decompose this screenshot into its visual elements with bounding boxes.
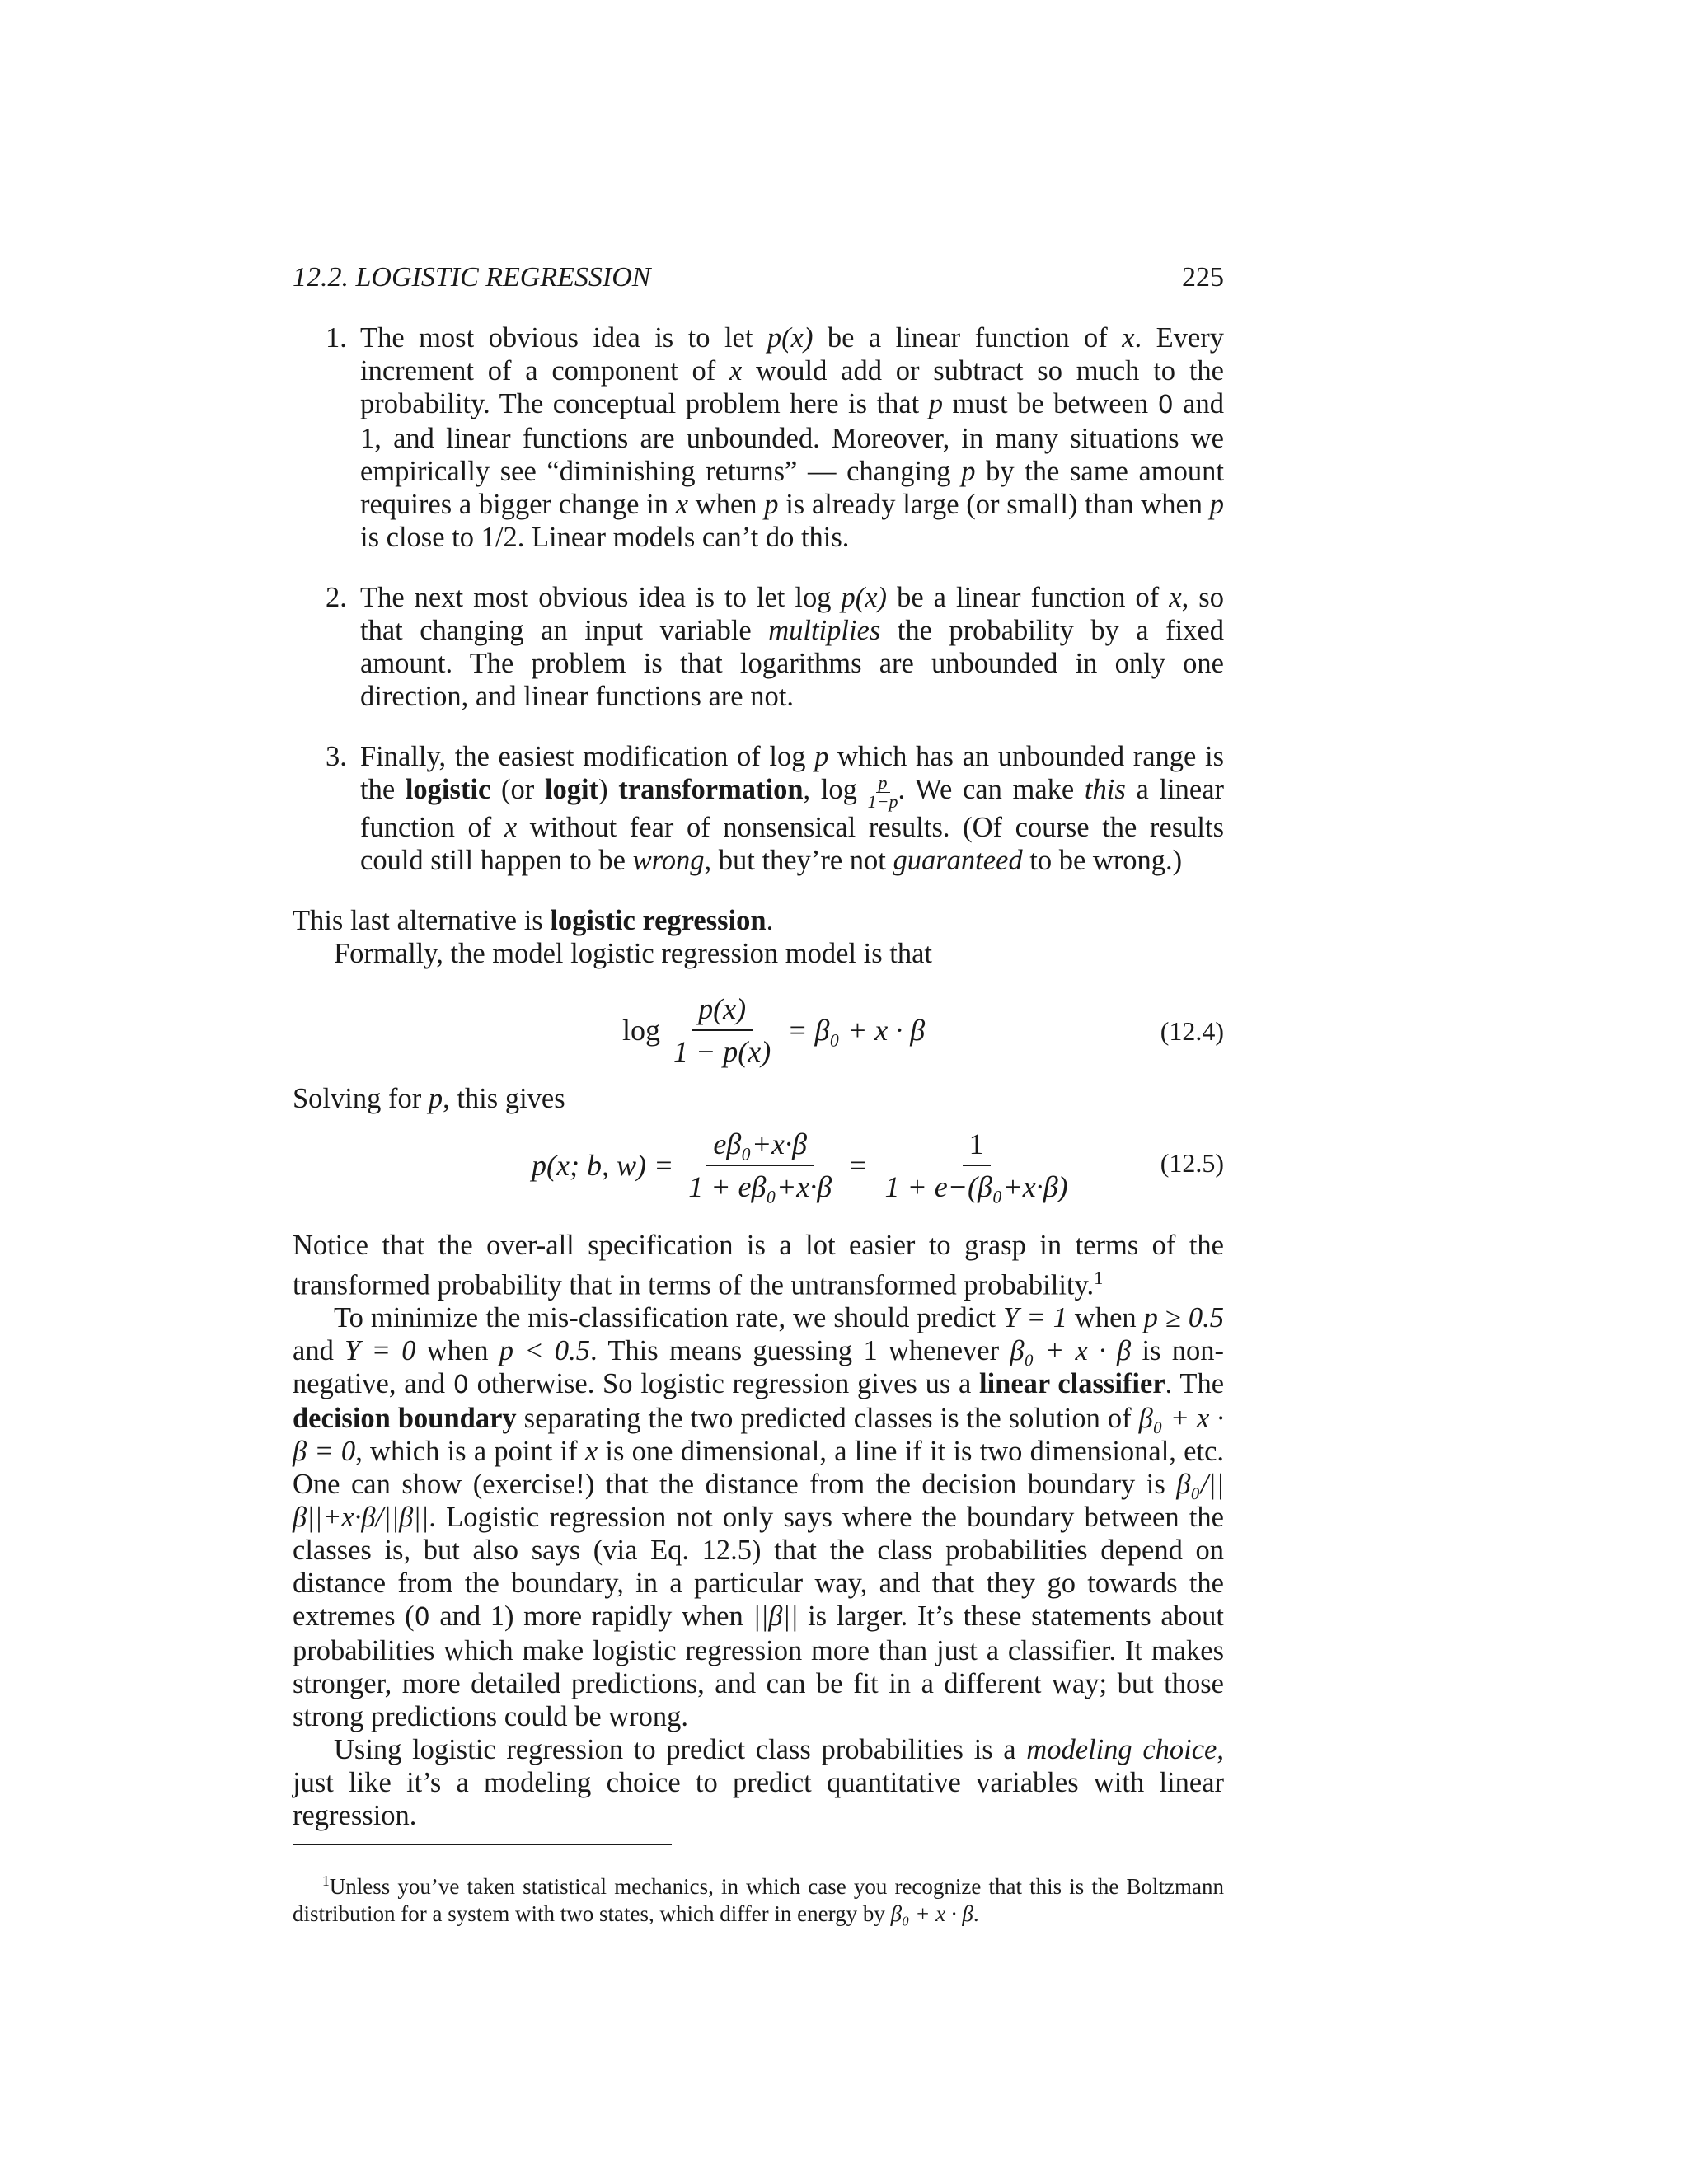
footnote-rule <box>293 1844 672 1845</box>
equation-number: (12.4) <box>1160 1015 1224 1046</box>
paragraph: This last alternative is logistic regression. <box>293 904 774 936</box>
page <box>293 262 1224 1950</box>
paragraph: Using logistic regression to predict class probabilities is a modeling choice, just like it’s a modeling choice to predict quantitative variables with linear regression. <box>293 1734 1224 1832</box>
paragraph: Formally, the model logistic regression model is that <box>334 937 932 969</box>
paragraph: Notice that the over-all specification is a lot easier to grasp in terms of the transformed probability that in terms of the untransformed probability.$^1$ <box>293 1229 1224 1301</box>
paragraph: To minimize the mis-classification rate, we should predict Y = 1 when p ≥ 0.5 and Y = 0 when p < 0.5. This means guessing 1 whenever β₀ + x · β is non-negative, and 0 otherwise. So logistic regression gives us a linear classifier. The decision boundary separating the two predicted classes is the solution of β₀ + x · β = 0, which is a point if x is one dimensional, a line if it is two dimensional, etc. One can show (exercise!) that the distance from the decision boundary is β₀/||β||+x·β/||β||. Logistic regression not only says where the boundary between the classes is, but also says (via Eq. 12.5) that the class probabilities depend on distance from the boundary, in a particular way, and that they go towards the extremes (0 and 1) more rapidly when ||β|| is larger. It’s these statements about probabilities which make logistic regression more than just a classifier. It makes stronger, more detailed predictions, and can be fit in a different way; but those strong predictions could be wrong. <box>293 1302 1225 1733</box>
equation-number: (12.5) <box>1160 1147 1224 1178</box>
footnote-marker: 1 <box>1094 1267 1104 1288</box>
list-item: 3. Finally, the easiest modification of log p which has an unbounded range is the logistic (or logit) transformation, log $\frac{p}{1-p}$ . We can make this a linear function of x without fear of nonsensical results. (Of course the results could still happen to be wrong, but they’re not guaranteed to be wrong.) <box>326 741 1225 876</box>
p-over-one-minus-p: $\frac{p}{1-p}$ <box>867 771 898 812</box>
equation-12-4: log $\frac{p(x)}{1 - p(x)}$ = β₀ + x · β (12.4) <box>622 991 1224 1068</box>
paragraph: Solving for p, this gives <box>293 1082 565 1114</box>
list-item: 1. The most obvious idea is to let p(x) be a linear function of x. Every increment of a component of x would add or subtract so much to the probability. The conceptual problem here is that p must be between 0 and 1, and linear functions are unbounded. Moreover, in many situations we empirically see “diminishing returns” — changing p by the same amount requires a bigger change in x when p is already large (or small) than when p is close to 1/2. Linear models can’t do this. <box>326 322 1225 553</box>
list-item: 2. The next most obvious idea is to let log p(x) be a linear function of x, so that changing an input variable multiplies the probability by a fixed amount. The problem is that logarithms are unbounded in only one direction, and linear functions are not. <box>326 582 1224 712</box>
footnote: $^1$Unless you’ve taken statistical mechanics, in which case you recognize that this is the Boltzmann distribution for a system with two states, which differ in energy by β₀ + x · β. <box>293 1872 1224 1927</box>
idea-list <box>293 321 1224 877</box>
running-header <box>293 262 1224 293</box>
section-title: 12.2. LOGISTIC REGRESSION <box>293 262 651 293</box>
page-number: 225 <box>1182 262 1224 293</box>
equation-12-5: p(x; b, w) = $\frac{\text{eβ₀+x·β}}{\text{1 + eβ₀+x·β}}$ = $\frac{1}{\text{1 + e−(β₀+x·β)}}$ (12.5) <box>532 1127 1224 1203</box>
